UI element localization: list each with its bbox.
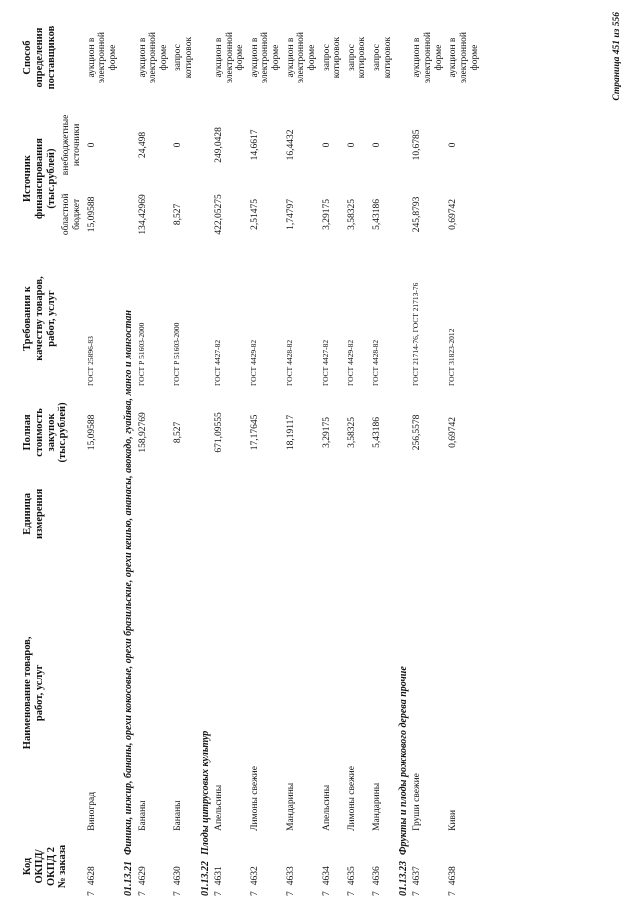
group-title: Финики, инжир, бананы, орехи кокосовые, орехи бразильские, орехи кешью, ананасы, авокадо, гуайява, манго и мангостан [123,310,135,855]
order-number: 4629 [137,866,148,886]
table-body [85,6,483,899]
table-row [345,6,370,899]
cell-method: аукцион в электронной форме [86,32,118,84]
cell-cost: 18,19117 [285,414,296,451]
cell-requirements: ГОСТ 4427-82 [320,339,330,387]
cell-code [248,834,284,899]
cell-cost: 3,58325 [346,417,357,448]
header-unit: Единица измерения [22,488,45,539]
order-number: 4637 [412,866,423,886]
order-number: 4636 [372,866,382,886]
row-number: 7 [285,891,296,896]
cell-regional: 422,05275 [213,194,224,235]
row-number: 7 [213,891,224,896]
cell-method: аукцион в электронной форме [137,32,169,84]
cell-unit [345,476,370,552]
cell-regional: 8,527 [173,203,184,226]
group-cell [197,6,212,899]
cell-regional: 1,74797 [285,198,296,230]
procurement-table [20,6,482,899]
cell-unit [136,476,172,552]
cell-requirements: ГОСТ 4428-82 [371,339,380,387]
cell-code [446,834,482,899]
cell-regional: 15,09588 [86,196,97,233]
cell-unit [410,476,446,552]
cell-code [85,834,121,899]
cell-code [171,834,196,899]
cell-cost: 256,5578 [412,414,423,451]
row-number: 7 [448,891,459,896]
cell-code [284,834,320,899]
order-number: 4632 [249,866,260,886]
cell-method: запрос котировок [346,36,368,79]
cell-name: Мандарины [372,782,382,831]
group-row [395,6,410,899]
header-row [20,6,59,899]
cell-cost: 158,92769 [137,412,148,453]
order-number: 4630 [173,866,184,886]
cell-cost: 8,527 [173,421,184,444]
cell-requirements: ГОСТ 4428-82 [284,339,294,387]
cell-extra: 16,4432 [285,129,296,161]
row-number: 7 [372,891,382,896]
group-title: Фрукты и плоды рожкового дерева прочие [398,666,410,855]
cell-name: Апельсины [321,784,332,831]
cell-cost: 0,69742 [448,417,459,448]
cell-unit [284,476,320,552]
cell-unit [248,476,284,552]
cell-regional: 5,43186 [372,198,382,230]
header-requirements: Требования к качеству товаров, работ, услуг [22,276,57,361]
cell-cost: 15,09588 [86,414,97,451]
cell-method: запрос котировок [372,36,393,79]
group-row [197,6,212,899]
cell-extra: 0 [346,142,357,148]
cell-code [212,834,248,899]
cell-code [320,834,345,899]
cell-regional: 2,51475 [249,198,260,230]
header-source: Источник финансирования (тыс.рублей) [22,138,57,220]
header-source-regional: областной бюджет [61,193,82,236]
order-number: 4628 [86,866,97,886]
group-code: 01.13.22 [199,861,211,896]
header-name: Наименование товаров, работ, услуг [22,636,45,750]
table-row [171,6,196,899]
cell-method: аукцион в электронной форме [213,32,246,84]
cell-code [410,834,446,899]
table-row [136,6,172,899]
group-row [120,6,135,899]
cell-requirements: ГОСТ 4427-82 [212,339,222,387]
cell-code [136,834,172,899]
cell-extra: 24,498 [137,131,148,158]
order-number: 4633 [285,866,296,886]
table-row [320,6,345,899]
cell-name: Апельсины [213,784,224,831]
cell-requirements: ГОСТ 21714-76, ГОСТ 21713-76 [411,282,421,387]
cell-requirements: ГОСТ 25896-83 [85,336,95,387]
row-number: 7 [412,891,423,896]
row-number: 7 [321,891,332,896]
cell-regional: 0,69742 [448,198,459,230]
order-number: 4631 [213,866,224,886]
cell-requirements: ГОСТ 4429-82 [345,339,355,387]
cell-extra: 10,6785 [412,129,423,161]
cell-extra: 0 [321,142,332,148]
cell-extra: 249,0428 [213,127,224,163]
cell-extra: 14,6617 [249,129,260,161]
table-row [410,6,446,899]
table-row [284,6,320,899]
cell-extra: 0 [173,142,184,148]
cell-name: Мандарины [285,782,296,831]
cell-unit [446,476,482,552]
cell-extra: 0 [372,142,382,148]
cell-extra: 0 [86,142,97,148]
cell-regional: 3,29175 [321,198,332,230]
cell-unit [212,476,248,552]
row-number: 7 [86,891,97,896]
cell-regional: 3,58325 [346,198,357,230]
group-cell [395,6,410,899]
row-number: 7 [346,891,357,896]
order-number: 4638 [448,866,459,886]
cell-regional: 134,42969 [137,194,148,235]
cell-cost: 671,09555 [213,412,224,453]
row-number: 7 [173,891,184,896]
cell-name: Киви [448,809,459,831]
cell-code [370,834,395,899]
cell-cost: 5,43186 [372,417,382,448]
cell-unit [320,476,345,552]
row-number: 7 [249,891,260,896]
cell-name: Лимоны свежие [346,766,357,831]
cell-method: запрос котировок [321,36,343,79]
group-title: Плоды цитрусовых культур [199,730,211,855]
cell-requirements: ГОСТ 4429-82 [248,339,258,387]
table-row [248,6,284,899]
row-number: 7 [137,891,148,896]
header-method: Способ определения поставщиков [22,25,57,90]
cell-name: Бананы [137,800,148,831]
cell-name: Бананы [173,800,184,831]
page-number: Страница 451 из 556 [612,12,622,101]
cell-name: Груши свежие [412,773,423,831]
table-row [85,6,121,899]
order-number: 4635 [346,866,357,886]
cell-method: запрос котировок [173,36,195,79]
cell-cost: 3,29175 [321,417,332,448]
group-code: 01.13.23 [398,861,410,896]
cell-requirements: ГОСТ 31823-2012 [447,328,457,387]
header-source-extra: внебюджетные источники [61,114,82,176]
header-code: Код ОКПД/ ОКПД 2 № заказа [22,844,69,889]
cell-requirements: ГОСТ Р 51603-2000 [172,322,182,387]
order-number: 4634 [321,866,332,886]
table-row [446,6,482,899]
cell-method: аукцион в электронной форме [285,32,317,84]
cell-unit [370,476,395,552]
header-cost: Полная стоимость закупок (тыс.рублей) [22,402,69,463]
cell-method: аукцион в электронной форме [412,32,444,84]
cell-regional: 245,8793 [412,196,423,233]
cell-code [345,834,370,899]
table-row [212,6,248,899]
cell-name: Лимоны свежие [249,766,260,831]
cell-method: аукцион в электронной форме [448,32,480,84]
table-row [370,6,395,899]
group-cell [120,6,135,899]
group-code: 01.13.21 [123,861,135,896]
cell-extra: 0 [448,142,459,148]
cell-unit [171,476,196,552]
cell-method: аукцион в электронной форме [249,32,281,84]
cell-requirements: ГОСТ Р 51603-2000 [136,322,146,387]
cell-unit [85,476,121,552]
cell-cost: 17,17645 [249,414,260,451]
cell-name: Виноград [86,791,97,831]
